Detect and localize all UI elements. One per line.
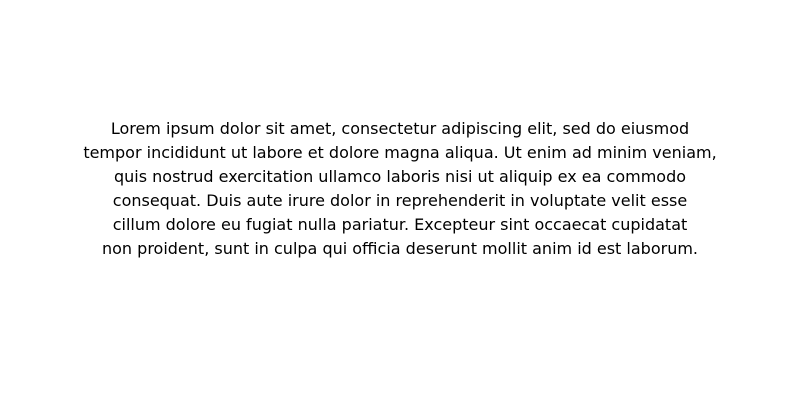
paragraph-line-3: quis nostrud exercitation ullamco laboris nisi ut aliquip ex ea commodo bbox=[113, 167, 687, 186]
paragraph-line-6: non proident, sunt in culpa qui officia deserunt mollit anim id est laborum. bbox=[102, 239, 698, 258]
body-paragraph bbox=[0, 117, 800, 261]
paragraph-line-4: consequat. Duis aute irure dolor in reprehenderit in voluptate velit esse bbox=[112, 191, 688, 210]
paragraph-line-5: cillum dolore eu fugiat nulla pariatur. Excepteur sint occaecat cupidatat bbox=[112, 215, 688, 234]
paragraph-line-2: tempor incididunt ut labore et dolore magna aliqua. Ut enim ad minim veniam, bbox=[83, 143, 717, 162]
paragraph-line-1: Lorem ipsum dolor sit amet, consectetur adipiscing elit, sed do eiusmod bbox=[110, 119, 690, 138]
